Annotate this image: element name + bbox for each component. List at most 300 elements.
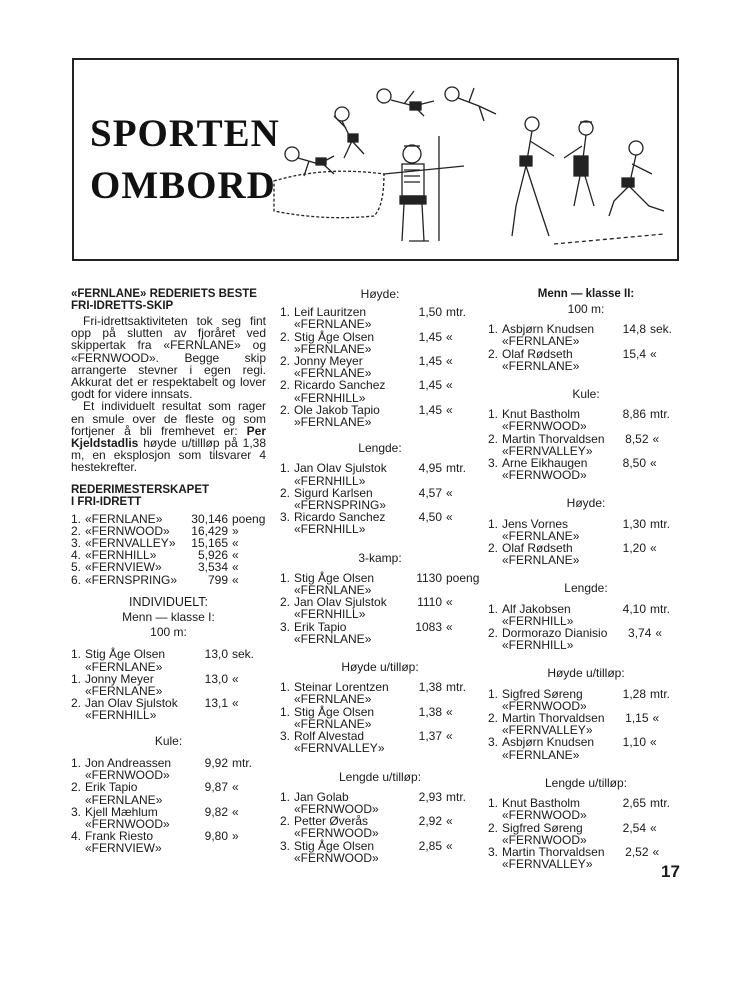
result: 1083 <box>415 619 442 634</box>
result: 1,45 <box>418 329 442 344</box>
ship-name: «FERNHILL» <box>85 548 157 563</box>
result-entry <box>488 712 684 736</box>
rank: 3. <box>280 729 291 744</box>
rank: 1. <box>280 704 291 719</box>
ship-name: «FERNLANE» <box>502 528 580 543</box>
result-entry <box>280 462 480 486</box>
ship-name: «FERNWOOD» <box>502 832 587 847</box>
ship-name: «FERNSPRING» <box>85 572 178 587</box>
points: 5,926 <box>197 548 228 563</box>
athlete-name: Kjell Mæhlum <box>85 804 158 819</box>
result: 1,45 <box>418 378 442 393</box>
event-title-kule: Kule: <box>154 733 183 748</box>
ship-name: «FERNLANE» <box>85 684 163 699</box>
athlete-name: Erik Tapio <box>294 619 347 634</box>
rank: 2. <box>280 378 291 393</box>
unit: mtr. <box>446 461 466 476</box>
result-entry <box>280 331 480 355</box>
result-entry <box>488 433 684 457</box>
result: 4,50 <box>418 510 442 525</box>
unit: » <box>232 829 239 844</box>
unit: poeng <box>446 570 480 585</box>
rank: 3. <box>71 536 82 551</box>
ship-name: «FERNWOOD» <box>85 768 170 783</box>
result-entry <box>71 757 266 781</box>
ship-name: «FERNVALLEY» <box>85 536 176 551</box>
result-entry <box>488 603 684 627</box>
points: 15,165 <box>191 536 228 551</box>
ship-name: «FERNLANE» <box>502 553 580 568</box>
results-3kamp <box>280 572 480 645</box>
ship-name: «FERNLANE» <box>294 716 372 731</box>
rank: 2. <box>488 541 499 556</box>
rank: 1. <box>488 322 499 337</box>
ship-name: »FERNLANE» <box>294 341 372 356</box>
athlete-name: Jan Olav Sjulstok <box>294 461 387 476</box>
jumper-figure-4 <box>445 87 496 121</box>
result-entry <box>280 706 480 730</box>
ship-name: «FERNVIEW» <box>85 841 162 856</box>
result-entry <box>280 511 480 535</box>
athlete-name: Erik Tapio <box>85 780 138 795</box>
rank: 2. <box>280 354 291 369</box>
athlete-name: Jon Andreassen <box>85 755 172 770</box>
column-3 <box>488 288 684 870</box>
ship-name: «FERNLANE» <box>294 692 372 707</box>
ship-name: «FERNWOOD» <box>85 816 170 831</box>
unit: « <box>652 844 660 859</box>
unit: « <box>232 572 239 587</box>
unit: « <box>232 560 239 575</box>
result-entry <box>280 572 480 596</box>
result-entry <box>280 487 480 511</box>
ship-name: «FERNVALLEY» <box>502 723 593 738</box>
points: 799 <box>207 572 228 587</box>
results-100m <box>488 323 684 372</box>
result: 9,87 <box>204 780 228 795</box>
standings-row <box>71 513 266 525</box>
result: 8,50 <box>622 456 646 471</box>
rank: 2. <box>488 626 499 641</box>
event-title-100m: 100 m: <box>567 302 605 316</box>
ship-name: «FERNLANE» <box>294 583 372 598</box>
unit: « <box>446 595 453 610</box>
result: 1130 <box>416 570 442 585</box>
results-hoyde <box>488 518 684 567</box>
rank: 3. <box>280 510 291 525</box>
rank: 2. <box>71 780 82 795</box>
rank: 3. <box>71 804 82 819</box>
jumper-figure-2 <box>334 107 364 158</box>
result: 13,1 <box>204 696 228 711</box>
jumper-figure-1 <box>285 147 334 176</box>
result: 4,57 <box>418 485 442 500</box>
title-line-1: SPORTEN <box>90 112 280 155</box>
ship-name: «FERNWOOD» <box>502 419 587 434</box>
column-2 <box>280 288 480 864</box>
athlete-name: Jan Golab <box>294 789 349 804</box>
judge-figure <box>400 136 439 241</box>
unit: » <box>232 523 239 538</box>
ship-name: «FERNLANE» <box>85 659 163 674</box>
championship-heading-line-1: REDERIMESTERSKAPET <box>71 483 210 496</box>
ship-name: «FERNLANE» <box>502 747 580 762</box>
unit: « <box>650 541 657 556</box>
result-entry <box>280 596 480 620</box>
event-title-hoyde: Høyde: <box>566 496 606 511</box>
rank: 1. <box>71 755 82 770</box>
results-lengde <box>280 462 480 535</box>
athlete-name: Asbjørn Knudsen <box>502 735 595 750</box>
page-title <box>90 108 280 212</box>
ship-name: «FERNWOOD» <box>85 523 170 538</box>
jumper-figure-3 <box>377 89 434 116</box>
result: 8,52 <box>625 431 649 446</box>
athlete-name: Olaf Rødseth <box>502 346 573 361</box>
ship-name: «FERNVIEW» <box>85 560 162 575</box>
unit: « <box>652 711 660 726</box>
result: 1,15 <box>625 711 649 726</box>
rank: 1. <box>488 516 499 531</box>
ship-name: «FERNVALLEY» <box>502 857 593 872</box>
ship-name: «FERNLANE» <box>85 511 163 526</box>
rank: 1. <box>280 789 291 804</box>
result-entry <box>71 648 266 672</box>
rank: 2. <box>280 595 291 610</box>
result: 2,93 <box>418 789 442 804</box>
individual-heading: INDIVIDUELT: <box>129 594 208 609</box>
result-entry <box>280 621 480 645</box>
rank: 2. <box>488 346 499 361</box>
event-title-hoyde: Høyde: <box>360 287 400 301</box>
article-paragraph-1: Fri-idrettsaktiviteten tok seg fint opp på slutten av fjoråret ved skippertak fra «FERNLANE» og «FERNWOOD». Begge skip arrangerte stevner i egen regi. Akkurat det er respektabelt og lover godt for videre innsats. <box>71 314 266 402</box>
athlete-name: Stig Åge Olsen <box>294 570 375 585</box>
ship-name: «FERNHILL» <box>502 638 574 653</box>
unit: « <box>446 402 453 417</box>
unit: « <box>652 431 660 446</box>
article-paragraph-2 <box>71 400 266 473</box>
unit: « <box>446 485 453 500</box>
rank: 6. <box>71 572 82 587</box>
rank: 1. <box>280 305 291 320</box>
unit: mtr. <box>650 601 670 616</box>
rank: 2. <box>488 820 499 835</box>
rank: 4. <box>71 829 82 844</box>
unit: « <box>650 820 657 835</box>
athlete-name: Ricardo Sanchez <box>294 378 386 393</box>
result: 1,45 <box>418 402 442 417</box>
unit: « <box>446 838 453 853</box>
runner-figure-3 <box>554 141 664 244</box>
event-title-3kamp: 3-kamp: <box>358 550 402 565</box>
rank: 4. <box>71 548 82 563</box>
result-entry <box>280 681 480 705</box>
athlete-name: Ole Jakob Tapio <box>294 402 380 417</box>
ship-name: «FERNVALLEY» <box>502 443 593 458</box>
event-title-kule: Kule: <box>572 387 600 402</box>
result-entry <box>71 806 266 830</box>
unit: mtr. <box>650 516 670 531</box>
paragraph-2-intro: Et individuelt resultat som rager en smule over de fleste og som fortjener å bli fremhevet er: <box>71 399 266 438</box>
unit: « <box>446 378 453 393</box>
unit: mtr. <box>650 796 670 811</box>
result-entry <box>488 688 684 712</box>
athlete-name: Knut Bastholm <box>502 796 581 811</box>
result: 9,82 <box>204 804 228 819</box>
rank: 2. <box>488 431 499 446</box>
result: 1,50 <box>418 305 442 320</box>
ship-name: «FERNWOOD» <box>502 808 587 823</box>
athletes-illustration <box>264 66 674 256</box>
unit: mtr. <box>446 305 466 320</box>
rank: 1. <box>488 796 499 811</box>
result: 2,54 <box>622 820 646 835</box>
rank: 1. <box>71 671 82 686</box>
athlete-name: Martin Thorvaldsen <box>502 711 605 726</box>
rank: 2. <box>280 329 291 344</box>
result: 9,80 <box>204 829 228 844</box>
column-1 <box>71 288 266 855</box>
result: 1,20 <box>622 541 646 556</box>
rank: 5. <box>71 560 82 575</box>
result: 2,52 <box>625 844 649 859</box>
result-entry <box>488 846 684 870</box>
result: 2,65 <box>622 796 646 811</box>
athlete-name: Ricardo Sanchez <box>294 510 386 525</box>
athlete-name: Martin Thorvaldsen <box>502 431 605 446</box>
result: 1,38 <box>418 680 442 695</box>
rank: 1. <box>488 407 499 422</box>
athlete-name: Dormorazo Dianisio <box>502 626 608 641</box>
athlete-name: Stig Åge Olsen <box>85 647 166 662</box>
result-entry <box>488 797 684 821</box>
athlete-name: Olaf Rødseth <box>502 541 573 556</box>
results-lengde-utillop <box>280 791 480 864</box>
runner-figure-1 <box>512 117 554 236</box>
athlete-name: Sigurd Karlsen <box>294 485 373 500</box>
result-entry <box>280 379 480 403</box>
results-kule <box>71 757 266 855</box>
result: 2,92 <box>418 814 442 829</box>
unit: « <box>446 704 453 719</box>
athlete-name: Rolf Alvestad <box>294 729 365 744</box>
result-entry <box>488 822 684 846</box>
result: 1,10 <box>622 735 646 750</box>
result: 1,28 <box>622 686 646 701</box>
result: 13,0 <box>204 647 228 662</box>
ship-name: «FERNWOOD» <box>294 850 379 865</box>
ship-name: «FERNHILL» <box>294 607 366 622</box>
ship-name: «FERNHILL» <box>294 390 366 405</box>
results-lengde <box>488 603 684 652</box>
unit: « <box>232 696 239 711</box>
unit: mtr. <box>446 789 466 804</box>
result-entry <box>488 408 684 432</box>
result: 9,92 <box>204 755 228 770</box>
result: 14,8 <box>622 322 646 337</box>
standings-row <box>71 574 266 586</box>
event-title-lengde-utillop: Lengde u/tilløp: <box>544 775 628 790</box>
rank: 1. <box>280 680 291 695</box>
result-entry <box>71 830 266 854</box>
ship-name: «FERNHILL» <box>85 708 157 723</box>
page-number: 17 <box>661 862 680 881</box>
event-title-100m: 100 m: <box>150 625 187 640</box>
points: 30,146 <box>191 511 228 526</box>
athlete-name: Jonny Meyer <box>294 354 363 369</box>
result: 8,86 <box>622 407 646 422</box>
article-heading-line-1: «FERNLANE» REDERIETS BESTE <box>71 288 257 300</box>
unit: « <box>446 619 453 634</box>
athlete-name: Martin Thorvaldsen <box>502 844 605 859</box>
results-lengde-utillop <box>488 797 684 870</box>
ship-name: «FERNWOOD» <box>294 801 379 816</box>
result-entry <box>488 542 684 566</box>
rank: 3. <box>280 619 291 634</box>
athlete-name: Leif Lauritzen <box>294 305 367 320</box>
unit: mtr. <box>446 680 466 695</box>
result-entry <box>280 355 480 379</box>
athlete-name: Stig Åge Olsen <box>294 838 375 853</box>
championship-heading <box>71 484 266 508</box>
unit: « <box>650 346 657 361</box>
unit: « <box>446 329 453 344</box>
ship-name: «FERNLANE» <box>294 317 372 332</box>
rank: 3. <box>488 456 499 471</box>
athlete-name: Petter Øverås <box>294 814 369 829</box>
event-title-lengde-utillop: Lengde u/tilløp: <box>338 769 422 784</box>
athlete-name: Jan Olav Sjulstok <box>85 696 178 711</box>
result-entry <box>280 840 480 864</box>
rank: 3. <box>488 844 499 859</box>
result-entry <box>280 306 480 330</box>
result-entry <box>71 697 266 721</box>
results-hoyde <box>280 306 480 428</box>
athlete-name: Stig Åge Olsen <box>294 704 375 719</box>
ship-name: «FERNSPRING» <box>294 498 387 513</box>
ship-name: «FERNLANE» <box>294 366 372 381</box>
title-line-2: OMBORD <box>90 164 276 207</box>
unit: sek. <box>650 322 673 337</box>
result: 1110 <box>417 595 442 610</box>
paragraph-2-outro: høyde u/tillløp på 1,38 m, en eksplosjon som tilsvarer 4 hestekrefter. <box>71 436 266 475</box>
points: 16,429 <box>191 523 228 538</box>
unit: « <box>650 735 657 750</box>
athlete-highlight-name: Per Kjeldstadlis <box>71 423 266 451</box>
athlete-name: Alf Jakobsen <box>502 601 571 616</box>
unit: « <box>232 671 239 686</box>
ship-name: «FERNWOOD» <box>502 698 587 713</box>
unit: « <box>655 626 663 641</box>
standings-list <box>71 513 266 586</box>
athlete-name: Jonny Meyer <box>85 671 154 686</box>
rank: 1. <box>71 511 82 526</box>
result-entry <box>280 815 480 839</box>
result-entry <box>71 781 266 805</box>
unit: mtr. <box>232 755 252 770</box>
ship-name: «FERNWOOD» <box>294 826 379 841</box>
unit: mtr. <box>650 686 670 701</box>
event-title-hoyde-utillop: Høyde u/tilløp: <box>547 666 625 681</box>
rank: 2. <box>280 402 291 417</box>
rank: 2. <box>488 711 499 726</box>
athlete-name: Jan Olav Sjulstok <box>294 595 387 610</box>
rank: 1. <box>488 601 499 616</box>
championship-heading-line-2: I FRI-IDRETT <box>71 495 142 508</box>
result-entry <box>488 323 684 347</box>
result-entry <box>488 348 684 372</box>
result-entry <box>280 791 480 815</box>
unit: « <box>232 548 239 563</box>
result: 15,4 <box>622 346 646 361</box>
unit: mtr. <box>650 407 670 422</box>
unit: « <box>650 456 657 471</box>
unit: « <box>446 729 453 744</box>
athlete-name: Asbjørn Knudsen <box>502 322 595 337</box>
rank: 3. <box>280 838 291 853</box>
rank: 2. <box>280 485 291 500</box>
result-entry <box>71 673 266 697</box>
athlete-name: Frank Riesto <box>85 829 154 844</box>
unit: « <box>232 536 239 551</box>
ship-name: «FERNHILL» <box>294 522 366 537</box>
event-title-hoyde-utillop: Høyde u/tilløp: <box>341 660 419 675</box>
athlete-name: Jens Vornes <box>502 516 569 531</box>
ship-name: «FERNLANE» <box>294 631 372 646</box>
rank: 2. <box>71 523 82 538</box>
results-hoyde-utillop <box>488 688 684 761</box>
result: 4,10 <box>622 601 646 616</box>
result-entry <box>488 736 684 760</box>
result: 13,0 <box>204 671 228 686</box>
result: 3,74 <box>628 626 652 641</box>
athlete-name: Arne Eikhaugen <box>502 456 588 471</box>
unit: « <box>232 804 239 819</box>
unit: sek. <box>232 647 255 662</box>
results-hoyde-utillop <box>280 681 480 754</box>
result: 1,45 <box>418 354 442 369</box>
class-heading: Menn — klasse I: <box>122 610 215 625</box>
rank: 3. <box>488 735 499 750</box>
standings-row <box>71 561 266 573</box>
header-banner <box>72 58 679 261</box>
ship-name: «FERNHILL» <box>502 613 574 628</box>
event-title-lengde: Lengde: <box>358 441 402 456</box>
athlete-name: Sigfred Søreng <box>502 686 583 701</box>
ship-name: «FERNLANE» <box>502 334 580 349</box>
result: 1,38 <box>418 704 442 719</box>
result-entry <box>488 457 684 481</box>
ship-name: «FERNLANE» <box>85 792 163 807</box>
rank: 1. <box>280 570 291 585</box>
article-heading-line-2: FRI-IDRETTS-SKIP <box>71 300 174 312</box>
ship-name: «FERNWOOD» <box>502 468 587 483</box>
unit: « <box>446 354 453 369</box>
result-entry <box>280 404 480 428</box>
unit: « <box>446 814 453 829</box>
results-100m <box>71 648 266 721</box>
athlete-name: Steinar Lorentzen <box>294 680 389 695</box>
result: 1,37 <box>418 729 442 744</box>
rank: 2. <box>71 696 82 711</box>
result-entry <box>488 518 684 542</box>
points: 3,534 <box>197 560 228 575</box>
rank: 2. <box>280 814 291 829</box>
ship-name: «FERNLANE» <box>502 358 580 373</box>
ship-name: «FERNVALLEY» <box>294 741 385 756</box>
rank: 1. <box>488 686 499 701</box>
results-kule <box>488 408 684 481</box>
